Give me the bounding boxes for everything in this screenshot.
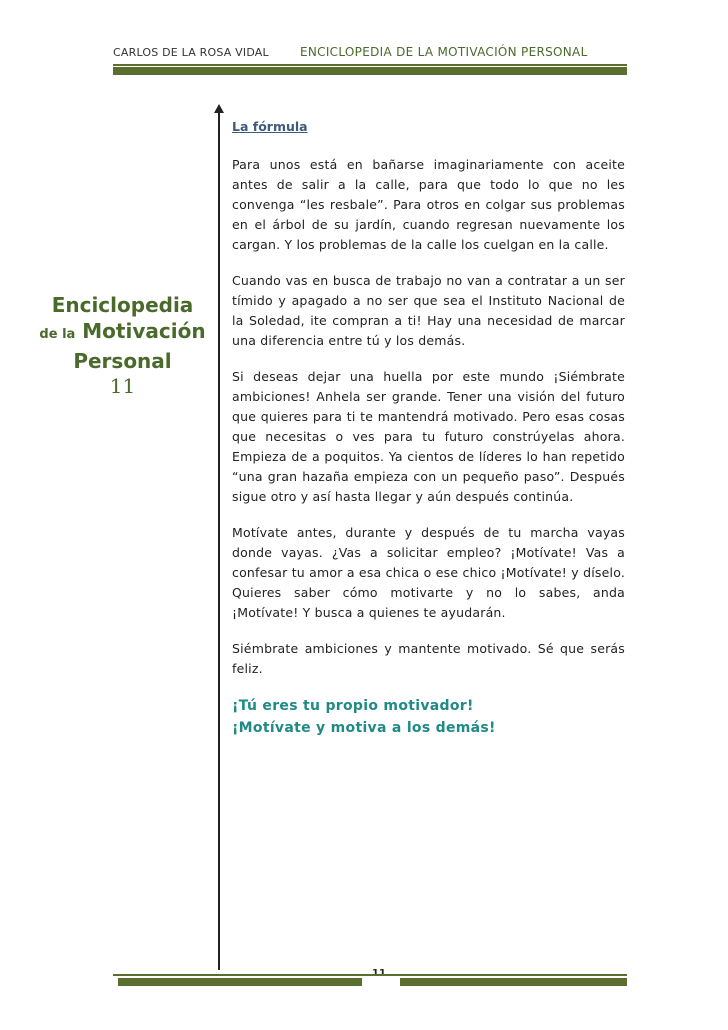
closing-line-2: ¡Motívate y motiva a los demás!: [232, 720, 496, 736]
footer-rule-right: [400, 978, 627, 986]
sidebar-line-2: [30, 318, 215, 348]
vertical-divider-line: [218, 110, 220, 970]
paragraph-3: Si deseas dejar una huella por este mundo ¡Siémbrate ambiciones! Anhela ser grande. Tener una visión del futuro que quieres para ti te mantendrá motivado. Pero esas cosas que necesitas o ves para tu futuro constrúyelas ahora. Empieza de a poquitos. Ya cientos de líderes lo han repetido “una gran hazaña empieza con un pequeño paso”. Después sigue otro y así hasta llegar y aún después continúa.: [232, 369, 625, 504]
header-rule-thick: [113, 67, 627, 75]
sidebar-book-title: [30, 292, 215, 398]
header-title: ENCICLOPEDIA DE LA MOTIVACIÓN PERSONAL: [300, 45, 588, 59]
paragraph-1: Para unos está en bañarse imaginariamente con aceite antes de salir a la calle, para que todo lo que no les convenga “les resbale”. Para otros en colgar sus problemas en el árbol de su jardín, cuando regresan nuevamente los cargan. Y los problemas de la calle los cuelgan en la calle.: [232, 157, 625, 252]
sidebar-volume-number: 11: [109, 374, 136, 398]
header-rule-thin: [113, 64, 627, 66]
sidebar-line-3: Personal: [73, 349, 172, 373]
header-author: CARLOS DE LA ROSA VIDAL: [113, 46, 269, 59]
paragraph-4: Motívate antes, durante y después de tu marcha vayas donde vayas. ¿Vas a solicitar empleo? ¡Motívate! Vas a confesar tu amor a esa chica o ese chico ¡Motívate! y díselo. Quieres saber cómo motivarte y no lo sabes, anda ¡Motívate! Y busca a quienes te ayudarán.: [232, 525, 625, 620]
footer-rule-left: [118, 978, 362, 986]
sidebar-line-1: Enciclopedia: [51, 293, 194, 317]
sidebar-line-2-main: Motivación: [82, 319, 206, 343]
sidebar-line-2-prefix: de la: [39, 327, 76, 342]
section-heading: La fórmula: [232, 119, 308, 134]
paragraph-2: Cuando vas en busca de trabajo no van a contratar a un ser tímido y apagado a no ser que sea el Instituto Nacional de la Soledad, ite compran a ti! Hay una necesidad de marcar una diferencia entre tú y los demás.: [232, 273, 625, 348]
closing-line-1: ¡Tú eres tu propio motivador!: [232, 698, 474, 714]
paragraph-5: Siémbrate ambiciones y mantente motivado. Sé que serás feliz.: [232, 641, 625, 676]
footer-rule-thin: [113, 974, 627, 976]
main-content: [232, 117, 625, 739]
